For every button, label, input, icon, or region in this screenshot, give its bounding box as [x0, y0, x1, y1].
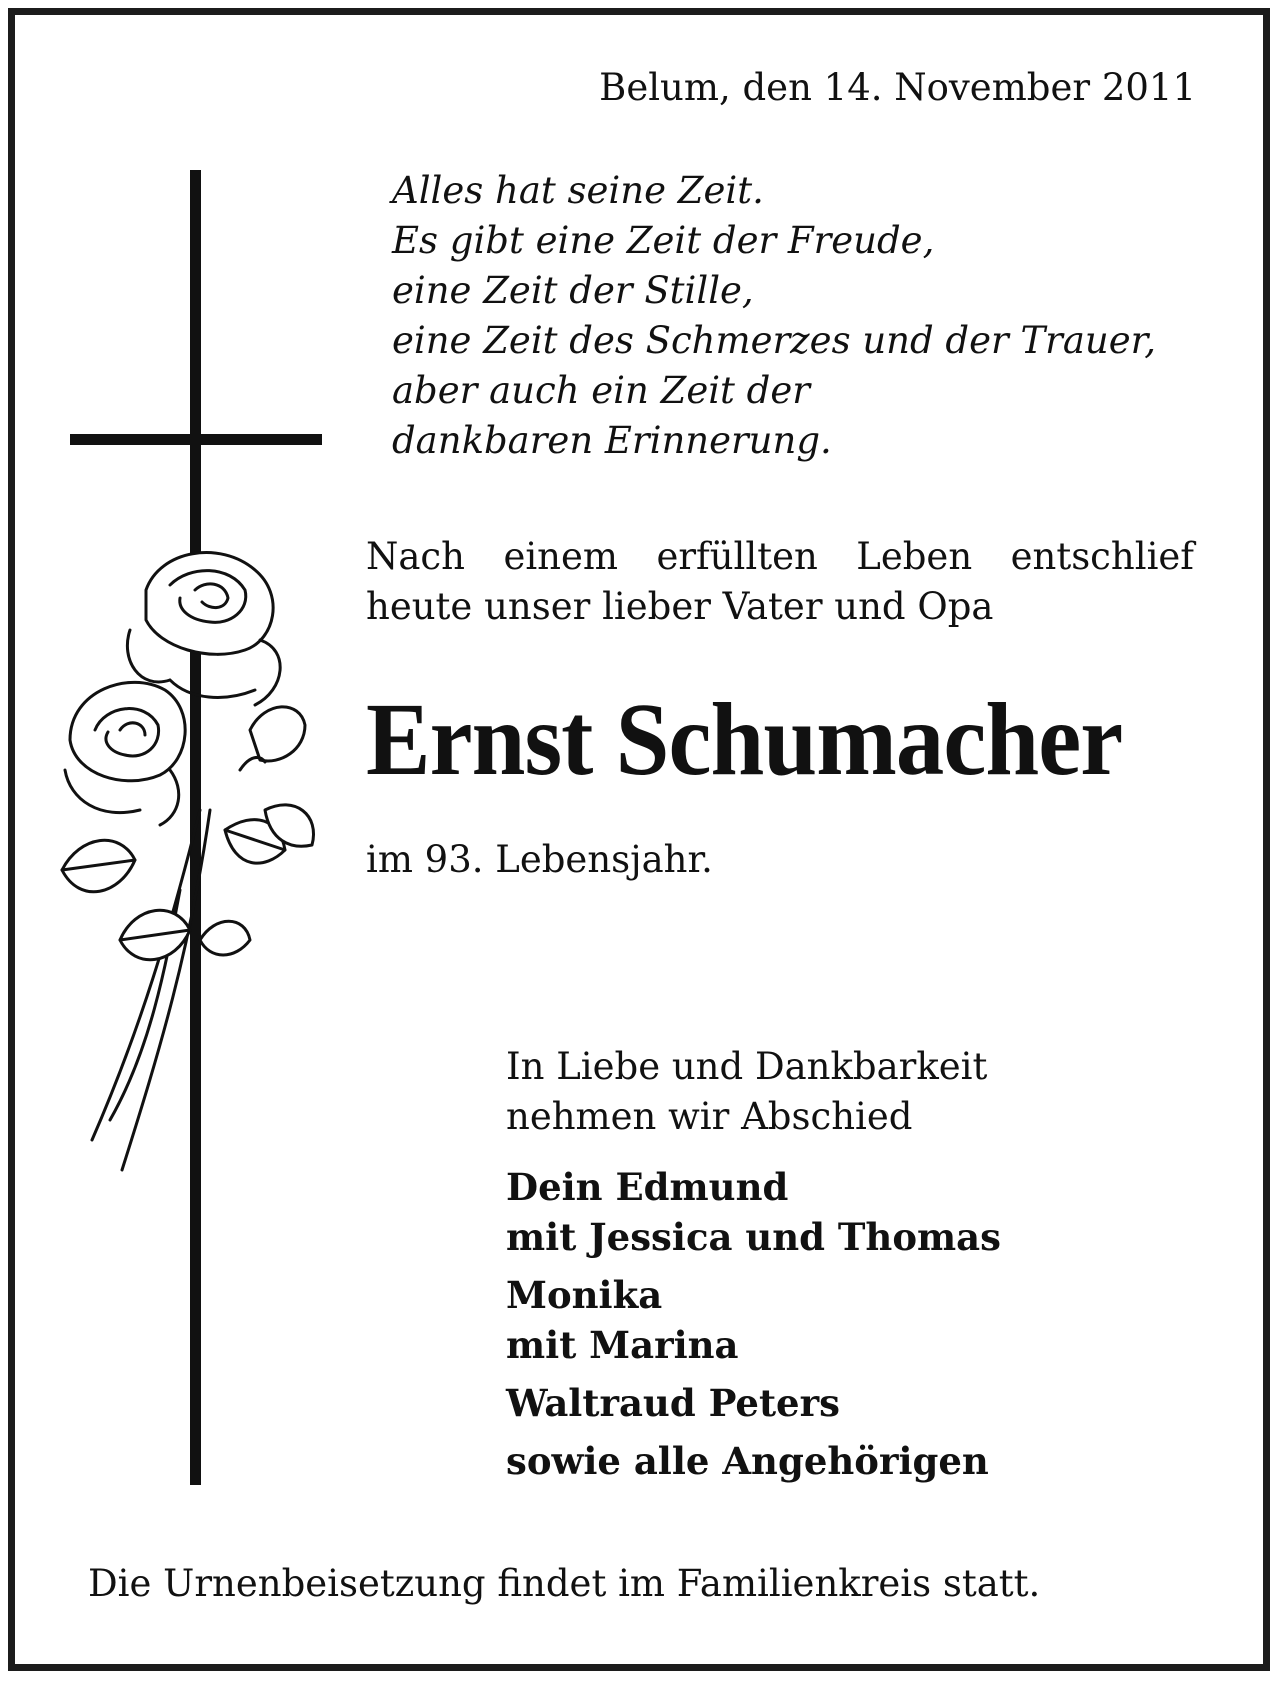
- intro-line: heute unser lieber Vater und Opa: [366, 585, 994, 628]
- mourner-group: [506, 1162, 1001, 1262]
- mourner-name: Dein Edmund: [506, 1165, 789, 1209]
- deceased-name: Ernst Schumacher: [366, 682, 1123, 797]
- verse-line: eine Zeit des Schmerzes und der Trauer,: [392, 319, 1156, 362]
- mourner-name: mit Jessica und Thomas: [506, 1215, 1001, 1259]
- verse-line: dankbaren Erinnerung.: [392, 419, 832, 462]
- memorial-verse: [392, 166, 1156, 466]
- burial-note: Die Urnenbeisetzung findet im Familienkreis statt.: [88, 1562, 1041, 1605]
- farewell-line: In Liebe und Dankbarkeit: [506, 1045, 988, 1088]
- mourner-group: [506, 1436, 1001, 1486]
- verse-line: Alles hat seine Zeit.: [392, 169, 764, 212]
- verse-line: Es gibt eine Zeit der Freude,: [392, 219, 935, 262]
- mourner-name: Monika: [506, 1273, 663, 1317]
- mourner-name: mit Marina: [506, 1323, 739, 1367]
- farewell-text: [506, 1042, 987, 1142]
- mourners-list: [506, 1162, 1001, 1494]
- farewell-line: nehmen wir Abschied: [506, 1095, 913, 1138]
- date-line: Belum, den 14. November 2011: [599, 66, 1196, 109]
- mourner-name: sowie alle Angehörigen: [506, 1439, 989, 1483]
- cross-with-roses-illustration: [50, 170, 350, 1500]
- mourner-group: [506, 1378, 1001, 1428]
- mourner-name: Waltraud Peters: [506, 1381, 840, 1425]
- rose-bouquet-icon: [62, 553, 314, 1170]
- intro-line: Nach einem erfüllten Leben entschlief: [366, 535, 1194, 578]
- verse-line: eine Zeit der Stille,: [392, 269, 754, 312]
- verse-line: aber auch ein Zeit der: [392, 369, 810, 412]
- age-line: im 93. Lebensjahr.: [366, 838, 713, 881]
- mourner-group: [506, 1270, 1001, 1370]
- intro-text: [366, 532, 1194, 632]
